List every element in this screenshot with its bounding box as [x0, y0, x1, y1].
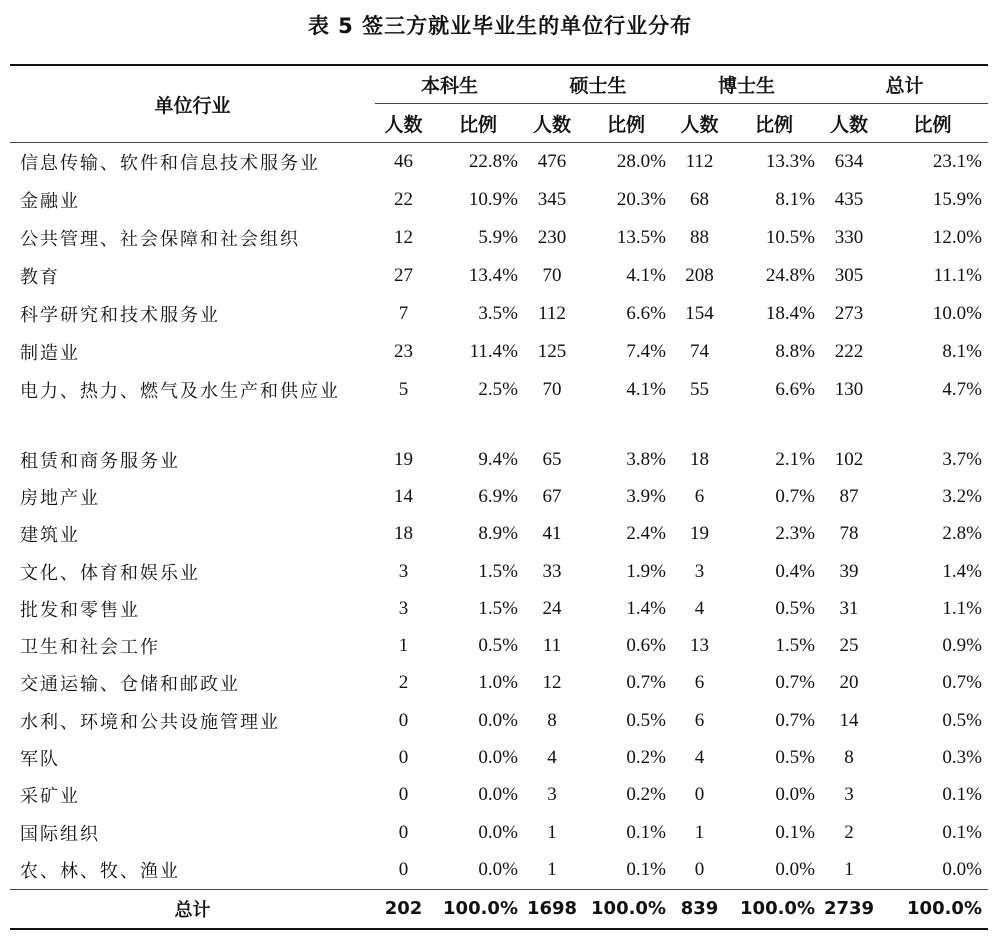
doctor-ratio: 18.4%	[765, 303, 815, 324]
master-ratio: 3.8%	[626, 448, 666, 470]
undergrad-ratio: 1.5%	[478, 560, 518, 582]
master-ratio: 0.2%	[626, 784, 666, 806]
table-row	[10, 143, 988, 182]
total-count: 2739	[821, 889, 877, 929]
doctor-count: 839	[672, 889, 727, 929]
doctor-count: 208	[685, 265, 714, 286]
master-count: 67	[542, 485, 562, 507]
master-ratio: 0.1%	[626, 821, 666, 843]
table-row	[10, 333, 988, 371]
table-row	[10, 478, 988, 515]
total-ratio: 11.1%	[933, 265, 982, 286]
undergrad-ratio: 10.9%	[468, 189, 518, 210]
undergrad-count: 7	[398, 303, 409, 324]
undergrad-ratio: 6.9%	[478, 485, 518, 507]
total-ratio: 0.1%	[942, 784, 982, 806]
total-ratio: 1.4%	[942, 560, 982, 582]
doctor-ratio: 100.0%	[727, 889, 821, 929]
master-ratio: 13.5%	[616, 227, 666, 248]
undergrad-count: 46	[394, 151, 413, 172]
industry-name: 水利、环境和公共设施管理业	[20, 711, 280, 733]
table-title: 表 5 签三方就业毕业生的单位行业分布	[307, 14, 693, 38]
doctor-count: 6	[694, 672, 705, 694]
undergrad-ratio: 1.0%	[478, 672, 518, 694]
master-count: 230	[537, 227, 567, 248]
master-ratio: 0.6%	[626, 635, 666, 657]
undergrad-count: 0	[398, 821, 409, 843]
total-ratio: 0.1%	[942, 821, 982, 843]
sub-header-ratio: 比例	[877, 104, 988, 143]
total-count: 435	[834, 189, 864, 210]
table-row	[10, 627, 988, 664]
undergrad-count: 18	[394, 523, 413, 545]
undergrad-count: 3	[398, 560, 409, 582]
undergrad-ratio: 1.5%	[478, 597, 518, 619]
master-count: 33	[542, 560, 562, 582]
industry-name: 租赁和商务服务业	[20, 450, 180, 472]
sub-header-count: 人数	[524, 104, 580, 143]
undergrad-count: 202	[375, 889, 432, 929]
doctor-ratio: 13.3%	[765, 151, 815, 172]
doctor-count: 74	[690, 341, 709, 362]
total-ratio: 10.0%	[932, 303, 982, 324]
total-ratio: 0.3%	[942, 747, 982, 769]
undergrad-count: 0	[398, 709, 409, 731]
undergrad-count: 3	[398, 597, 409, 619]
doctor-count: 3	[694, 560, 705, 582]
industry-name: 信息传输、软件和信息技术服务业	[20, 153, 320, 174]
industry-name: 批发和零售业	[20, 599, 140, 621]
total-count: 20	[839, 672, 859, 694]
total-count: 634	[834, 151, 864, 172]
total-count: 273	[834, 303, 864, 324]
master-ratio: 4.1%	[626, 265, 666, 286]
sub-header-ratio: 比例	[432, 104, 524, 143]
total-count: 78	[839, 523, 859, 545]
total-count: 8	[844, 747, 854, 769]
doctor-count: 88	[690, 227, 709, 248]
header-row-groups	[10, 66, 988, 104]
total-ratio: 3.2%	[942, 485, 982, 507]
total-ratio: 0.9%	[942, 635, 982, 657]
undergrad-count: 14	[394, 485, 413, 507]
industry-name: 科学研究和技术服务业	[20, 305, 220, 326]
undergrad-ratio: 0.0%	[478, 858, 518, 880]
doctor-count: 6	[694, 485, 705, 507]
industry-name: 军队	[20, 749, 60, 771]
master-count: 125	[537, 341, 567, 362]
table-row	[10, 371, 988, 409]
table-row	[10, 295, 988, 333]
group-header-total: 总计	[821, 66, 988, 104]
master-count: 1	[547, 858, 557, 880]
master-count: 112	[538, 303, 566, 324]
master-ratio: 0.2%	[626, 747, 666, 769]
master-ratio: 100.0%	[580, 889, 672, 929]
master-count: 24	[542, 597, 562, 619]
total-ratio: 8.1%	[942, 341, 982, 362]
master-ratio: 28.0%	[616, 151, 666, 172]
master-count: 41	[542, 523, 562, 545]
undergrad-count: 1	[398, 635, 409, 657]
doctor-ratio: 10.5%	[765, 227, 815, 248]
industry-name: 教育	[20, 267, 60, 288]
doctor-ratio: 2.3%	[775, 523, 815, 545]
master-count: 70	[542, 265, 562, 286]
undergrad-count: 22	[394, 189, 413, 210]
doctor-ratio: 0.1%	[775, 821, 815, 843]
master-count: 4	[547, 747, 557, 769]
undergrad-ratio: 100.0%	[432, 889, 524, 929]
table-row	[10, 777, 988, 814]
master-count: 65	[542, 448, 562, 470]
master-ratio: 1.4%	[626, 597, 666, 619]
master-count: 1	[547, 821, 557, 843]
sub-header-ratio: 比例	[580, 104, 672, 143]
industry-name: 建筑业	[20, 525, 80, 547]
doctor-count: 4	[694, 747, 705, 769]
table-row	[10, 814, 988, 851]
master-count: 70	[542, 379, 562, 400]
sub-header-count: 人数	[821, 104, 877, 143]
undergrad-ratio: 0.0%	[478, 821, 518, 843]
industry-name: 交通运输、仓储和邮政业	[20, 674, 240, 696]
group-header-doctor: 博士生	[672, 66, 821, 104]
total-count: 222	[834, 341, 864, 362]
total-count: 2	[844, 821, 854, 843]
undergrad-ratio: 2.5%	[478, 379, 518, 400]
industry-name: 农、林、牧、渔业	[20, 860, 180, 882]
sub-header-count: 人数	[375, 104, 432, 143]
doctor-ratio: 0.7%	[775, 709, 815, 731]
undergrad-ratio: 13.4%	[468, 265, 518, 286]
industry-name: 卫生和社会工作	[20, 637, 160, 659]
doctor-count: 13	[690, 635, 709, 657]
undergrad-ratio: 22.8%	[468, 151, 518, 172]
total-count: 25	[839, 635, 859, 657]
total-count: 3	[844, 784, 854, 806]
sub-header-ratio: 比例	[727, 104, 821, 143]
undergrad-ratio: 11.4%	[469, 341, 518, 362]
undergrad-count: 23	[394, 341, 413, 362]
total-count: 39	[839, 560, 859, 582]
undergrad-count: 27	[394, 265, 413, 286]
doctor-ratio: 0.0%	[775, 784, 815, 806]
industry-name: 公共管理、社会保障和社会组织	[20, 229, 300, 250]
total-ratio: 0.0%	[942, 858, 982, 880]
doctor-ratio: 0.5%	[775, 597, 815, 619]
doctor-count: 6	[694, 709, 705, 731]
master-count: 3	[547, 784, 557, 806]
undergrad-ratio: 0.0%	[478, 784, 518, 806]
bottom-rule	[10, 929, 988, 930]
sub-header-count: 人数	[672, 104, 727, 143]
doctor-ratio: 0.4%	[775, 560, 815, 582]
doctor-count: 1	[694, 821, 705, 843]
undergrad-ratio: 9.4%	[478, 448, 518, 470]
total-row	[10, 889, 988, 929]
total-count: 1	[844, 858, 854, 880]
total-count: 102	[834, 448, 864, 470]
table-row	[10, 590, 988, 627]
total-count: 87	[839, 485, 859, 507]
table-row	[10, 257, 988, 295]
undergrad-ratio: 3.5%	[478, 303, 518, 324]
doctor-count: 4	[694, 597, 705, 619]
undergrad-count: 0	[398, 858, 409, 880]
doctor-count: 19	[690, 523, 709, 545]
group-header-master: 硕士生	[524, 66, 672, 104]
undergrad-count: 12	[394, 227, 413, 248]
total-count: 14	[839, 709, 859, 731]
undergrad-count: 0	[398, 784, 409, 806]
master-count: 11	[542, 635, 562, 657]
master-count: 476	[537, 151, 567, 172]
row-header: 单位行业	[10, 66, 375, 143]
doctor-ratio: 0.7%	[775, 672, 815, 694]
industry-name: 金融业	[20, 191, 80, 212]
doctor-count: 0	[694, 858, 705, 880]
master-ratio: 4.1%	[626, 379, 666, 400]
industry-distribution-table	[10, 64, 988, 930]
total-ratio: 0.5%	[942, 709, 982, 731]
master-ratio: 2.4%	[626, 523, 666, 545]
doctor-ratio: 0.5%	[775, 747, 815, 769]
master-ratio: 6.6%	[626, 303, 666, 324]
total-ratio: 1.1%	[942, 597, 982, 619]
master-ratio: 0.5%	[626, 709, 666, 731]
group-header-undergrad: 本科生	[375, 66, 524, 104]
doctor-ratio: 8.1%	[775, 189, 815, 210]
doctor-ratio: 0.0%	[775, 858, 815, 880]
undergrad-ratio: 0.0%	[478, 747, 518, 769]
undergrad-count: 0	[398, 747, 409, 769]
undergrad-count: 2	[398, 672, 409, 694]
table-row	[10, 516, 988, 553]
total-ratio: 0.7%	[942, 672, 982, 694]
industry-name: 房地产业	[20, 487, 100, 509]
doctor-ratio: 0.7%	[775, 485, 815, 507]
industry-name: 制造业	[20, 343, 80, 364]
master-ratio: 0.1%	[626, 858, 666, 880]
master-ratio: 7.4%	[626, 341, 666, 362]
doctor-ratio: 8.8%	[775, 341, 815, 362]
master-count: 1698	[524, 889, 580, 929]
total-ratio: 15.9%	[932, 189, 982, 210]
undergrad-ratio: 0.0%	[478, 709, 518, 731]
master-ratio: 1.9%	[626, 560, 666, 582]
master-ratio: 20.3%	[616, 189, 666, 210]
table-row	[10, 851, 988, 889]
doctor-count: 68	[690, 189, 709, 210]
master-count: 8	[547, 709, 557, 731]
table-row	[10, 702, 988, 739]
total-count: 330	[834, 227, 864, 248]
total-count: 31	[839, 597, 859, 619]
undergrad-count: 5	[398, 379, 409, 400]
table-row	[10, 441, 988, 478]
master-count: 345	[537, 189, 567, 210]
industry-name: 文化、体育和娱乐业	[20, 562, 200, 584]
total-count: 305	[834, 265, 864, 286]
undergrad-ratio: 0.5%	[478, 635, 518, 657]
doctor-count: 154	[685, 303, 714, 324]
table-row	[10, 553, 988, 590]
table-row	[10, 219, 988, 257]
undergrad-ratio: 8.9%	[478, 523, 518, 545]
doctor-ratio: 6.6%	[775, 379, 815, 400]
total-label: 总计	[10, 889, 375, 929]
master-count: 12	[542, 672, 562, 694]
total-ratio: 23.1%	[932, 151, 982, 172]
doctor-ratio: 1.5%	[775, 635, 815, 657]
total-ratio: 12.0%	[932, 227, 982, 248]
industry-name: 采矿业	[20, 786, 80, 808]
total-ratio: 100.0%	[877, 889, 988, 929]
doctor-count: 55	[690, 379, 709, 400]
doctor-count: 18	[690, 448, 709, 470]
master-ratio: 0.7%	[626, 672, 666, 694]
master-ratio: 3.9%	[626, 485, 666, 507]
total-ratio: 4.7%	[942, 379, 982, 400]
industry-name: 国际组织	[20, 823, 100, 845]
table-row	[10, 739, 988, 776]
doctor-count: 112	[685, 151, 714, 172]
table-row	[10, 665, 988, 702]
section-gap	[10, 409, 988, 441]
doctor-ratio: 2.1%	[775, 448, 815, 470]
table-row	[10, 181, 988, 219]
total-count: 130	[834, 379, 864, 400]
undergrad-ratio: 5.9%	[478, 227, 518, 248]
total-ratio: 2.8%	[942, 523, 982, 545]
doctor-ratio: 24.8%	[765, 265, 815, 286]
doctor-count: 0	[694, 784, 705, 806]
industry-name: 电力、热力、燃气及水生产和供应业	[20, 381, 340, 402]
undergrad-count: 19	[394, 448, 413, 470]
total-ratio: 3.7%	[942, 448, 982, 470]
